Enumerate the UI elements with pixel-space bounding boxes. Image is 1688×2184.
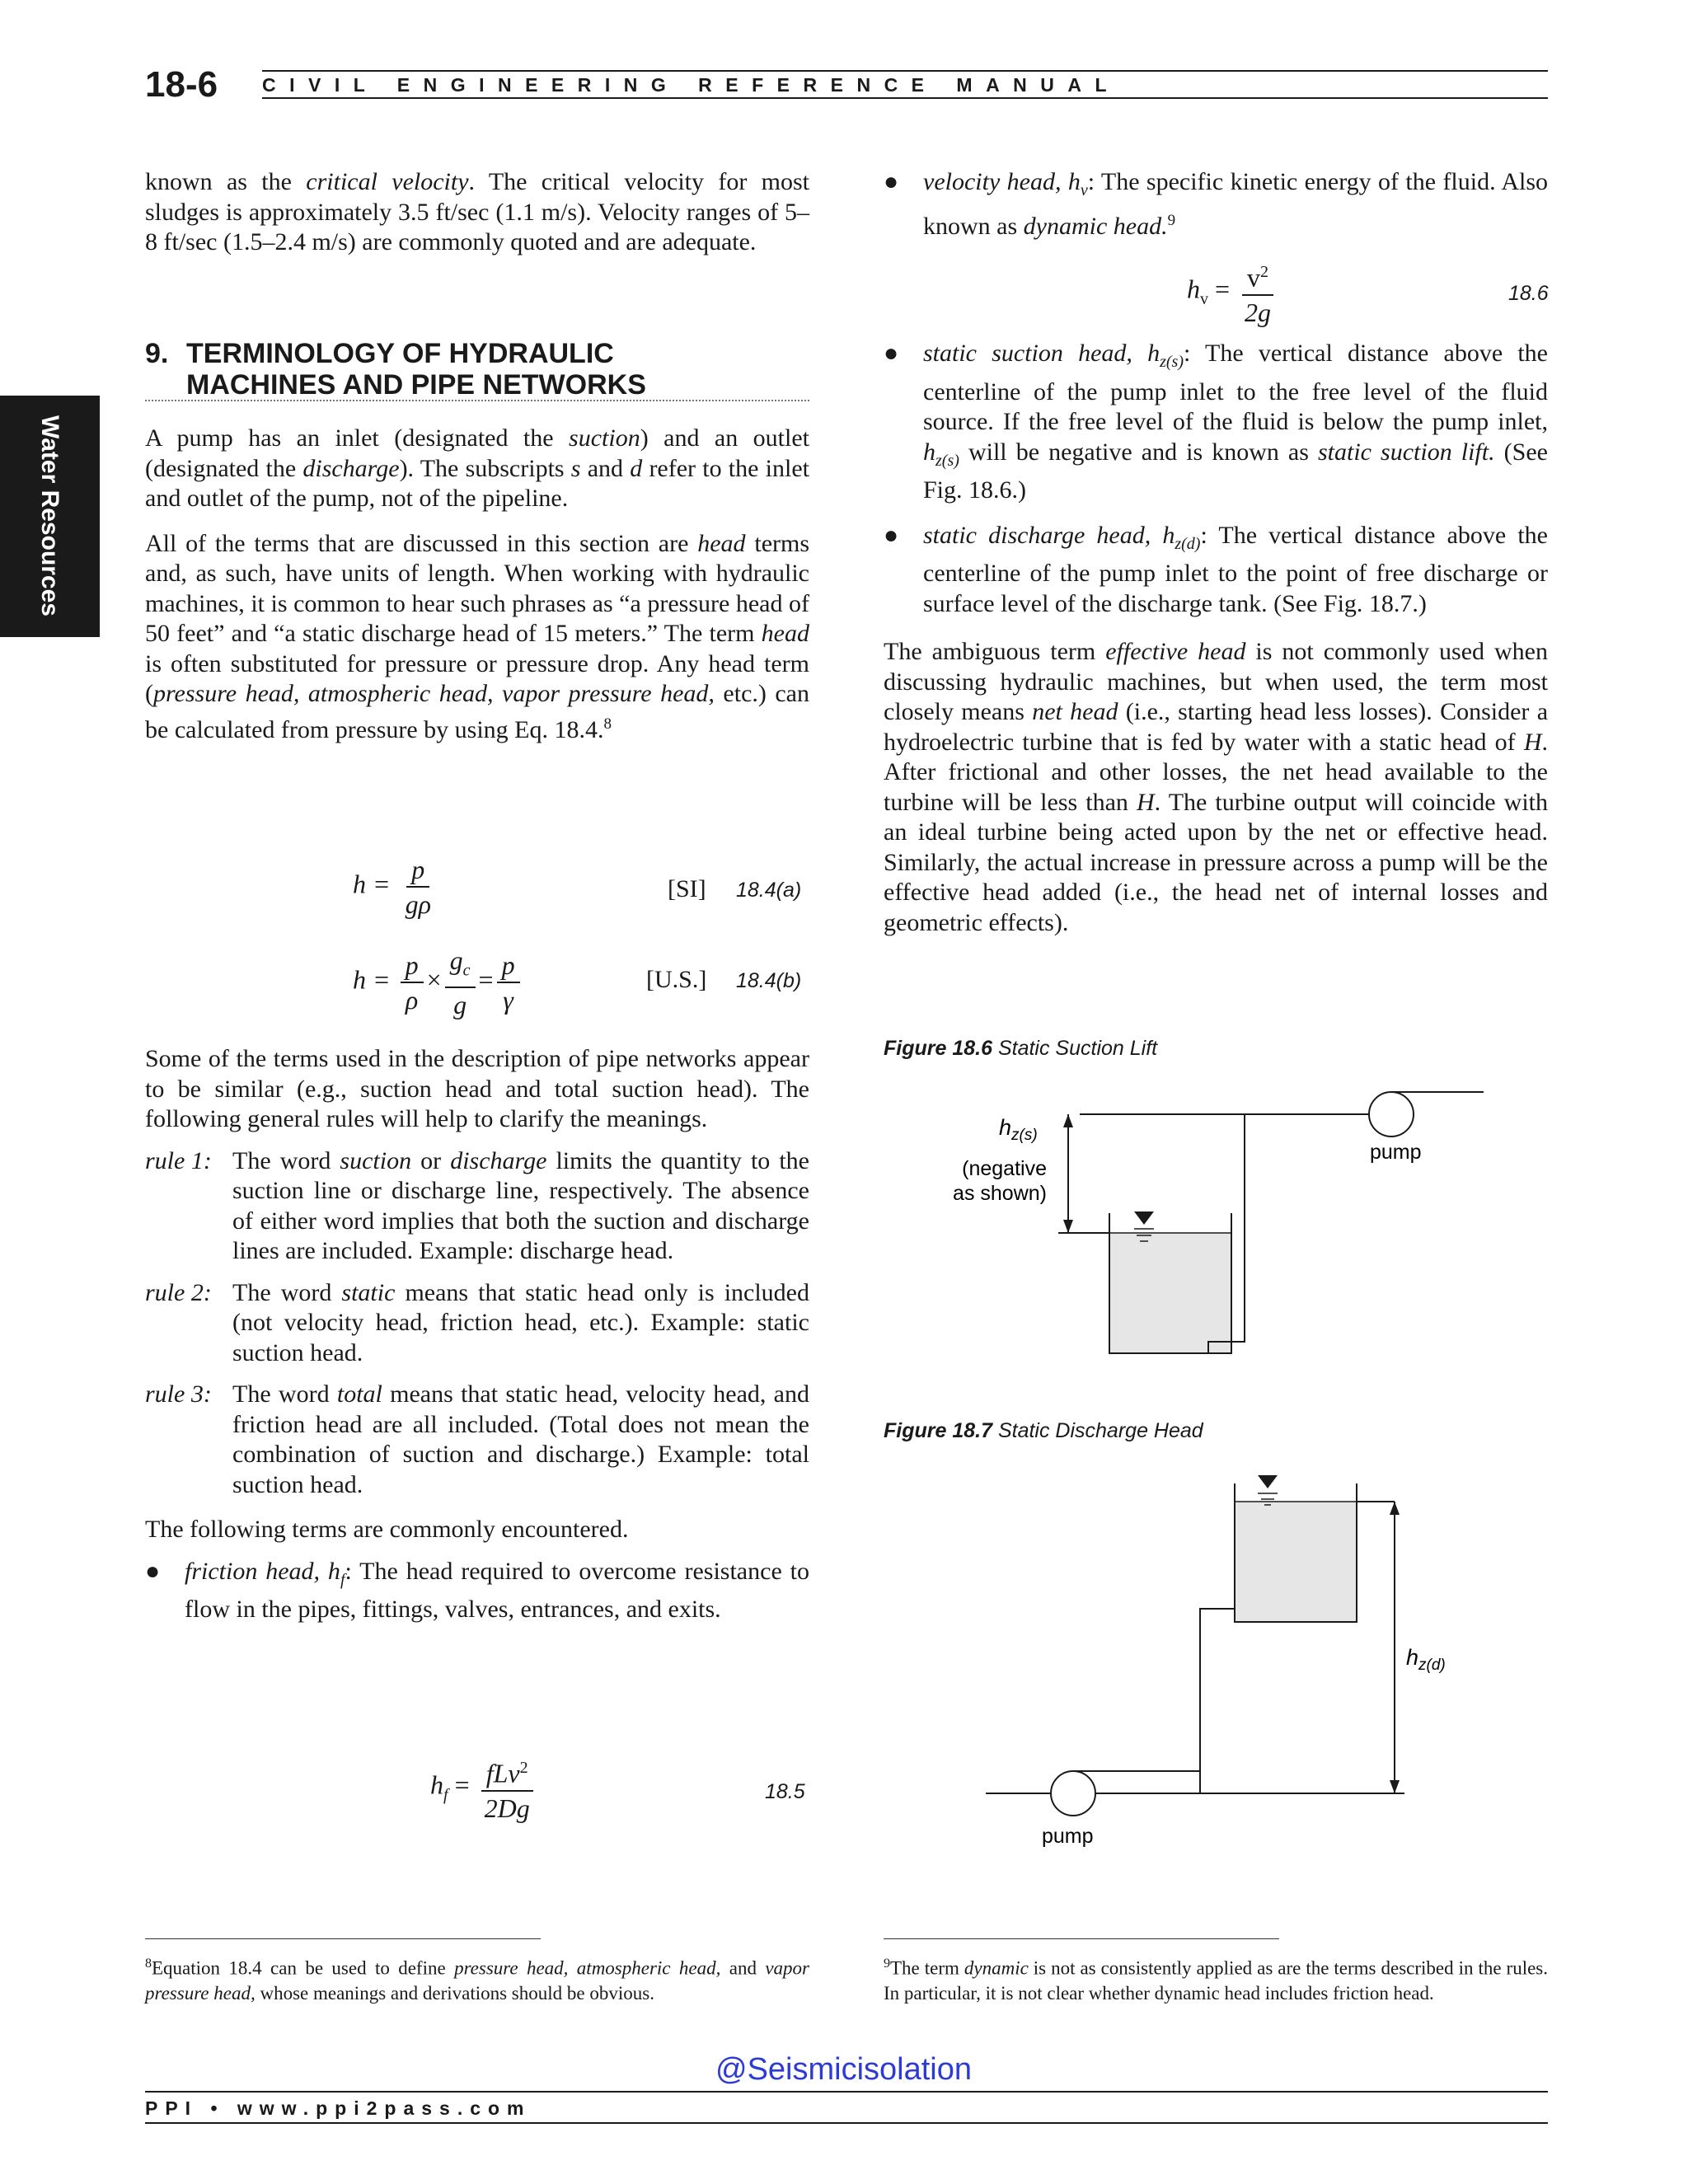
equation-18-4a: h = $\frac{p}{g\rho}$: [353, 855, 431, 919]
paragraph-rules-intro: Some of the terms used in the description of pipe networks appear to be similar (e.g., suction head and total suction head). The following general rules will help to clarify the meanings.: [145, 1045, 809, 1132]
hzs-label: $h_{z(s)}$: [999, 1115, 1038, 1144]
footnote-rule-right: [884, 1938, 1279, 1939]
footnote-rule-left: [145, 1938, 541, 1939]
arrow-down-icon: [1390, 1780, 1400, 1793]
equation-18-4b: h = $\frac{p}{\rho}$ × $\frac{g_c}{g}$ = $\frac{p}{\gamma}$: [353, 944, 523, 1021]
equation-18-4b-unit: [U.S.]: [646, 966, 707, 993]
equation-18-4a-unit: [SI]: [668, 875, 706, 902]
paragraph-terms-intro: The following terms are commonly encountered.: [145, 1516, 629, 1543]
pump-icon: [1369, 1092, 1414, 1137]
watermark: @Seismicisolation: [715, 2052, 973, 2087]
fluid-fill: [1235, 1502, 1357, 1622]
section-heading: 9. TERMINOLOGY OF HYDRAULIC MACHINES AND PIPE NETWORKS: [145, 338, 646, 401]
equation-18-4a-number: 18.4(a): [736, 879, 802, 902]
figure-18-7-diagram: [907, 1459, 1500, 1854]
equation-18-4b-number: 18.4(b): [736, 969, 802, 992]
footer-rule-top: [145, 2091, 1548, 2093]
section-heading-rule: [145, 400, 809, 401]
note-line-2: as shown): [953, 1182, 1047, 1205]
rule-3: rule 3: The word total means that static head, velocity head, and friction head are all included. (Total does not mean the combination of suction and discharge.) Example: total suction head.: [145, 1380, 809, 1498]
footer-rule-bottom: [145, 2122, 1548, 2124]
intro-paragraph: known as the critical velocity. The critical velocity for most sludges is approximately 3.5 ft/sec (1.1 m/s). Velocity ranges of 5–8 ft/sec (1.5–2.4 m/s) are commonly quoted and are adequate.: [145, 168, 809, 255]
bullet-friction-head: ● friction head, $h_f$: The head required to overcome resistance to flow in the pipes, fittings, valves, entrances, and exits.: [145, 1557, 809, 1623]
discharge-pipe: [1068, 1609, 1235, 1793]
water-level-marker-icon: [1258, 1475, 1278, 1488]
bullet-static-discharge-head: ● static discharge head, $h_{z(d)}$: The vertical distance above the centerline of the pump inlet to the point of free discharge or surface level of the discharge tank. (See Fig. 18.7.): [884, 521, 1548, 617]
page-number: 18-6: [145, 64, 218, 105]
footnote-8: $^8$Equation 18.4 can be used to define pressure head, atmospheric head, and vapor pressure head, whose meanings and derivations should be obvious.: [145, 1957, 809, 2004]
right-body: [884, 339, 1548, 938]
note-line-1: (negative: [962, 1157, 1047, 1180]
header-rule-bottom: [262, 97, 1548, 99]
paragraph-effective-head: The ambiguous term effective head is not commonly used when discussing hydraulic machines, but when used, the term most closely means net head (i.e., starting head less losses). Consider a hydroelectric turbine that is fed by water with a static head of H. After frictional and other losses, the net head available to the turbine will be less than H. The turbine output will coincide with an ideal turbine being acted upon by the net or effective head. Similarly, the actual increase in pressure across a pump will be the effective head added (i.e., the head net of internal losses and geometric effects).: [884, 638, 1549, 936]
arrow-down-icon: [1063, 1220, 1073, 1233]
side-tab-label: Water Resources: [36, 415, 63, 616]
running-title: CIVIL ENGINEERING REFERENCE MANUAL: [262, 74, 1121, 96]
arrow-up-icon: [1063, 1114, 1073, 1127]
left-body: [145, 424, 809, 745]
right-body-top: [884, 167, 1548, 241]
equation-18-6-number: 18.6: [1508, 282, 1549, 305]
footer-url: PPI • www.ppi2pass.com: [145, 2097, 532, 2119]
figure-18-7-caption: Figure 18.7 Static Discharge Head: [884, 1419, 1203, 1442]
pump-icon: [1051, 1771, 1095, 1816]
rule-2: rule 2: The word static means that static head only is included (not velocity head, friction head, etc.). Example: static suction head.: [145, 1278, 809, 1366]
bullet-velocity-head: ● velocity head, $h_v$: The specific kinetic energy of the fluid. Also known as dynamic head.$^9$: [884, 168, 1548, 240]
pump-label: pump: [1042, 1825, 1094, 1848]
bullet-static-suction-head: ● static suction head, $h_{z(s)}$: The vertical distance above the centerline of the pump inlet to the free level of the fluid source. If the free level of the fluid is below the pump inlet, $h_{z(s)}$ will be negative and is known as static suction lift. (See Fig. 18.6.): [884, 340, 1548, 504]
footnote-9: $^9$The term dynamic is not as consistently applied as are the terms described in the rules. In particular, it is not clear whether dynamic head includes friction head.: [884, 1957, 1548, 2004]
figure-18-6-caption: Figure 18.6 Static Suction Lift: [884, 1037, 1158, 1060]
rule-1: rule 1: The word suction or discharge limits the quantity to the suction line or discharge line, respectively. The absence of either word implies that both the suction and discharge lines are included. Example: discharge head.: [145, 1146, 809, 1264]
paragraph-head-terms: All of the terms that are discussed in this section are head terms and, as such, have units of length. When working with hydraulic machines, it is common to hear such phrases as “a pressure head of 50 feet” and “a static discharge head of 15 meters.” The term head is often substituted for pressure or pressure drop. Any head term (pressure head, atmospheric head, vapor pressure head, etc.) can be calculated from pressure by using Eq. 18.4.$^8$: [145, 529, 810, 743]
equation-18-6: $h_v$ = $\frac{v^2}{2g}$: [1187, 255, 1279, 329]
figure-18-6-diagram: [907, 1071, 1500, 1376]
header-rule-top: [262, 70, 1548, 72]
side-tab: [0, 396, 100, 637]
paragraph-inlet-outlet: A pump has an inlet (designated the suction) and an outlet (designated the discharge). The subscripts s and d refer to the inlet and outlet of the pump, not of the pipeline.: [145, 424, 809, 512]
hzd-label: $h_{z(d)}$: [1406, 1645, 1446, 1674]
water-level-marker-icon: [1134, 1212, 1154, 1225]
equation-18-5: $h_f$ = $\frac{fLv^2}{2Dg}$: [430, 1751, 538, 1825]
fluid-fill: [1109, 1233, 1231, 1353]
equation-18-5-number: 18.5: [765, 1780, 805, 1803]
pump-label: pump: [1370, 1141, 1422, 1164]
left-body-rules: [145, 1044, 809, 1625]
arrow-up-icon: [1390, 1502, 1400, 1515]
